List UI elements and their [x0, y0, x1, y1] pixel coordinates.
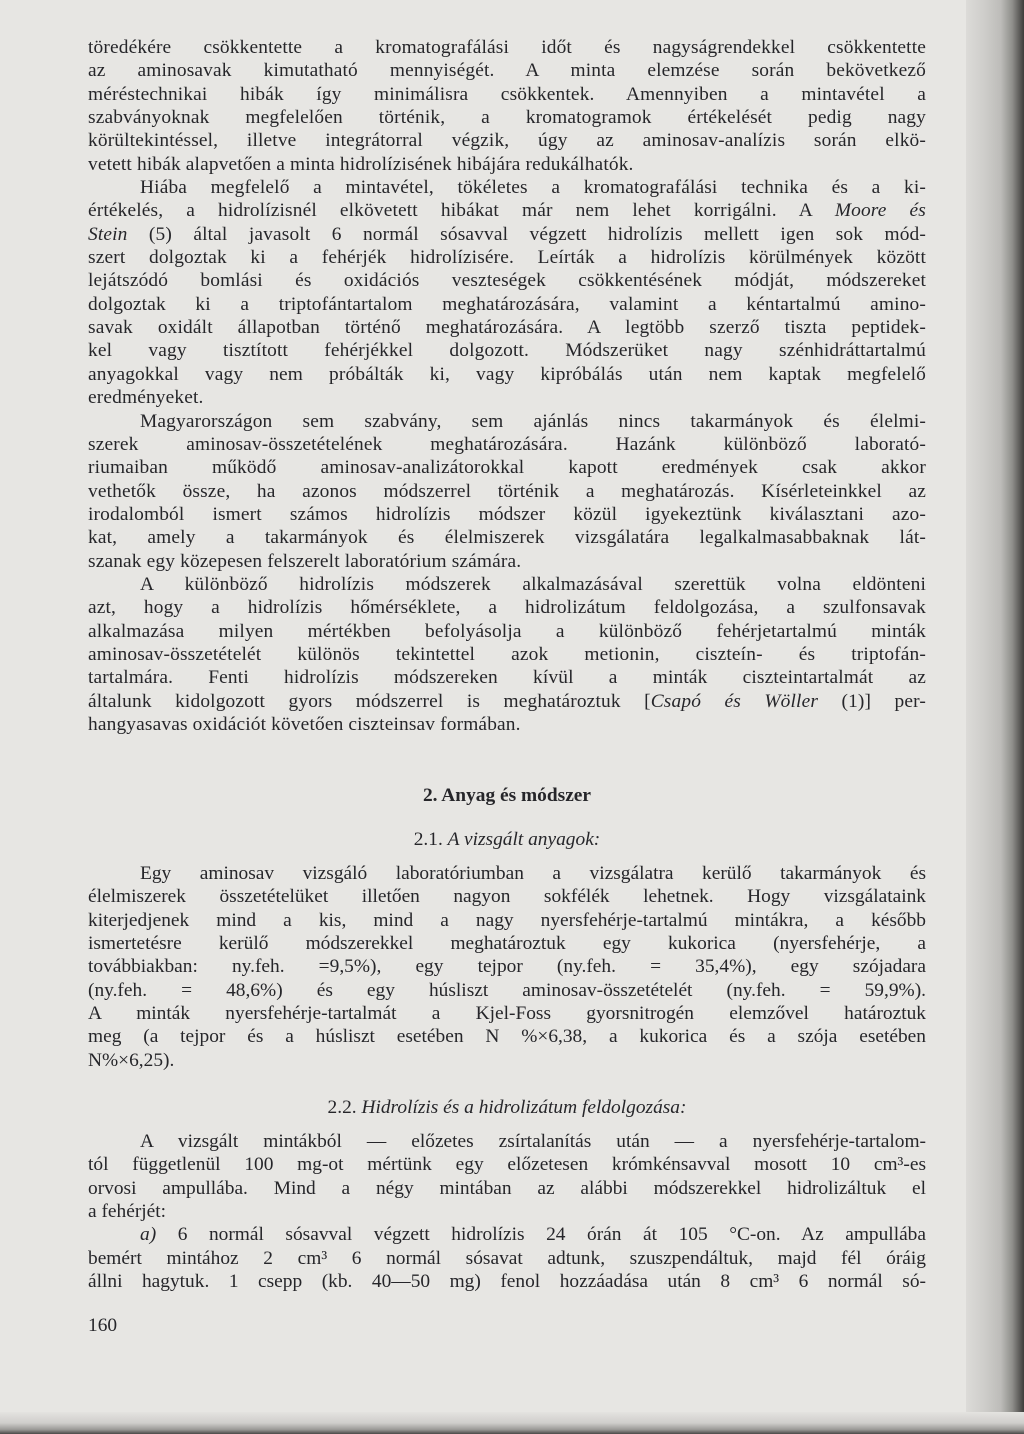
citation-authors: Moore és: [834, 200, 926, 222]
page-edge-shadow: [966, 0, 1024, 1434]
text-line: állni hagytuk. 1 csepp (kb. 40—50 mg) fenol hozzáadása után 8 cm³ 6 normál só-: [88, 1271, 926, 1293]
text-line: eredményeket.: [88, 387, 204, 409]
text-line: tartalmára. Fenti hidrolízis módszereken kívül a minták ciszteintartalmát az: [88, 667, 926, 689]
text-line: irodalomból ismert számos hidrolízis módszer közül igyekeztünk kiválasztani azo-: [88, 503, 926, 525]
list-label: a): [140, 1224, 157, 1246]
text-line: az aminosavak kimutatható mennyiségét. A minta elemzése során bekövetkező: [88, 60, 926, 82]
text-line: [88, 1223, 926, 1246]
text-line: vetett hibák alapvetően a minta hidrolízisének hibájára redukálhatók.: [88, 153, 634, 175]
text-line: bemért mintához 2 cm³ 6 normál sósavat adtunk, szuszpendáltuk, majd fél óráig: [88, 1247, 926, 1269]
text-line: A minták nyersfehérje-tartalmát a Kjel-Foss gyorsnitrogén elemzővel határoztuk: [88, 1003, 926, 1025]
text-line: hangyasavas oxidációt követően ciszteinsav formában.: [88, 713, 521, 735]
text-line: körültekintéssel, illetve integrátorral végzik, úgy az aminosav-analízis során elkö-: [88, 130, 926, 152]
text-line: lejátszódó bomlási és oxidációs veszteségek csökkentésének módját, módszereket: [88, 270, 926, 292]
text-line: riumaiban működő aminosav-analizátorokkal kapott eredmények csak akkor: [88, 457, 926, 479]
citation-authors: Csapó és Wöller: [650, 690, 819, 712]
text-line: kiterjedjenek mind a kis, mind a nagy nyersfehérje-tartalmú mintákra, a később: [88, 909, 926, 931]
text-line: továbbiakban: ny.feh. =9,5%), egy tejpor (ny.feh. = 35,4%), egy szójadara: [88, 956, 926, 978]
text-line: aminosav-összetételét különös tekintettel azok metionin, ciszteín- és triptofán-: [88, 643, 926, 665]
text-span: általunk kidolgozott gyors módszerrel is meghatároztuk [: [88, 690, 651, 712]
text-line: ismertetésre kerülő módszerekkel meghatároztuk egy kukorica (nyersfehérje, a: [88, 933, 926, 955]
text-line: anyagokkal vagy nem próbálták ki, vagy kipróbálás után nem kaptak megfelelő: [88, 363, 926, 385]
text-line: dolgoztak ki a triptofántartalom meghatározására, valamint a kéntartalmú amino-: [88, 293, 926, 315]
text-line: töredékére csökkentette a kromatografálási időt és nagyságrendekkel csökkentette: [88, 37, 926, 58]
text-line: meg (a tejpor és a húsliszt esetében N %×6,38, a kukorica és a szója esetében: [88, 1026, 926, 1048]
citation-author: Stein: [88, 223, 128, 245]
text-line: A vizsgált mintákból — előzetes zsírtalanítás után — a nyersfehérje-tartalom-: [140, 1131, 926, 1152]
text-span: (5) által javasolt 6 normál sósavval végzett hidrolízis mellett igen sok mód-: [127, 223, 926, 245]
text-span: (1)] per-: [818, 690, 926, 712]
text-line: alkalmazása milyen mértékben befolyásolja a különböző fehérjetartalmú minták: [88, 620, 926, 642]
subsection-number: 2.2.: [327, 1097, 362, 1118]
body-text: [88, 36, 926, 736]
text-line: vethetők össze, ha azonos módszerrel történik a meghatározás. Kísérleteinkkel az: [88, 480, 926, 502]
subsection-heading: [88, 1096, 926, 1119]
text-line: azt, hogy a hidrolízis hőmérséklete, a hidrolizátum feldolgozása, a szulfonsavak: [88, 597, 926, 619]
text-line: orvosi ampullába. Mind a négy mintában az alábbi módszerekkel hidrolizáltuk el: [88, 1177, 926, 1199]
text-line: (ny.feh. = 48,6%) és egy húsliszt aminosav-összetételét (ny.feh. = 59,9%).: [88, 979, 926, 1001]
section-2-1-text: [88, 862, 926, 1072]
text-line: [88, 690, 926, 713]
text-line: Hiába megfelelő a mintavétel, tökéletes a kromatografálási technika és a ki-: [140, 177, 926, 199]
text-span: értékelés, a hidrolízisnél elkövetett hibákat már nem lehet korrigálni. A: [88, 200, 835, 222]
section-2-2-text: [88, 1130, 926, 1293]
text-span: 6 normál sósavval végzett hidrolízis 24 órán át 105 °C-on. Az ampullába: [156, 1224, 926, 1246]
section-heading: 2. Anyag és módszer: [422, 785, 592, 806]
text-line: élelmiszerek összetételüket illetően nagyon sokfélék lehetnek. Hogy vizsgálataink: [88, 886, 926, 908]
text-line: N%×6,25).: [88, 1049, 175, 1071]
subsection-number: 2.1.: [413, 829, 448, 850]
subsection-heading: [88, 828, 926, 851]
text-line: kel vagy tisztított fehérjékkel dolgozott. Módszerüket nagy szénhidráttartalmú: [88, 340, 926, 362]
text-line: savak oxidált állapotban történő meghatározására. A legtöbb szerző tiszta peptidek-: [88, 317, 926, 339]
text-line: kat, amely a takarmányok és élelmiszerek vizsgálatára legalkalmasabbaknak lát-: [88, 527, 926, 549]
text-line: szanak egy közepesen felszerelt laboratórium számára.: [88, 550, 522, 572]
text-line: szabványoknak megfelelően történik, a kromatogramok értékelését pedig nagy: [88, 107, 926, 129]
text-line: szerek aminosav-összetételének meghatározására. Hazánk különböző laborató-: [88, 433, 926, 455]
text-line: Egy aminosav vizsgáló laboratóriumban a vizsgálatra kerülő takarmányok és: [140, 863, 926, 884]
page-bottom-edge: [0, 1412, 1024, 1434]
text-line: tól függetlenül 100 mg-ot mértünk egy előzetesen krómkénsavval mosott 10 cm³-es: [88, 1154, 926, 1176]
text-line: szert dolgoztak ki a fehérjék hidrolízisére. Leírták a hidrolízis körülmények között: [88, 247, 926, 269]
subsection-title: A vizsgált anyagok:: [447, 829, 601, 850]
page-number: 160: [88, 1315, 118, 1336]
text-line: A különböző hidrolízis módszerek alkalmazásával szerettük volna eldönteni: [140, 573, 926, 595]
text-line: a fehérjét:: [88, 1201, 167, 1223]
text-line: méréstechnikai hibák így minimálisra csökkentek. Amennyiben a mintavétel a: [88, 83, 926, 105]
text-line: [88, 199, 926, 222]
subsection-title: Hidrolízis és a hidrolizátum feldolgozása:: [361, 1097, 687, 1118]
text-line: [88, 223, 926, 246]
text-line: Magyarországon sem szabvány, sem ajánlás nincs takarmányok és élelmi-: [140, 410, 926, 432]
